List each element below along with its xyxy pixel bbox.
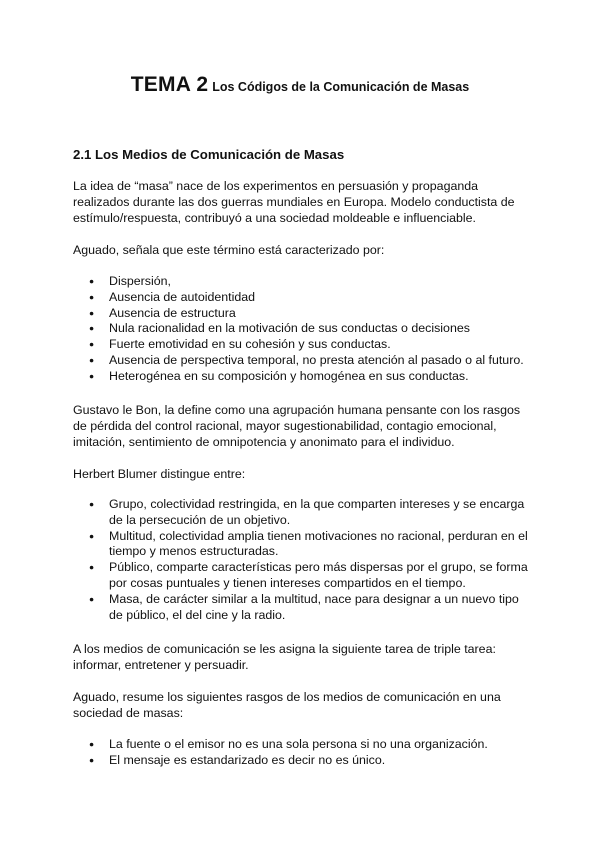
list-item: ● Ausencia de estructura bbox=[73, 306, 533, 322]
list-item: ● Público, comparte características pero más dispersas por el grupo, se forma por cosas puntuales y tienen intereses compartidos en el tiempo. bbox=[73, 560, 533, 592]
list-item: ● Nula racionalidad en la motivación de sus conductas o decisiones bbox=[73, 321, 533, 337]
list-item: ● Dispersión, bbox=[73, 274, 533, 290]
list-item: ● Multitud, colectividad amplia tienen motivaciones no racional, perduran en el tiempo y menos estructuradas. bbox=[73, 529, 533, 561]
list-item: ● Ausencia de perspectiva temporal, no presta atención al pasado o al futuro. bbox=[73, 353, 533, 369]
list-item: ● Grupo, colectividad restringida, en la que comparten intereses y se encarga de la persecución de un objetivo. bbox=[73, 497, 533, 529]
list-rasgos-medios bbox=[73, 737, 533, 769]
paragraph-triple-tarea: A los medios de comunicación se les asigna la siguiente tarea de triple tarea: informar, entretener y persuadir. bbox=[73, 642, 496, 672]
section-heading: 2.1 Los Medios de Comunicación de Masas bbox=[73, 147, 345, 162]
list-item: ● La fuente o el emisor no es una sola persona si no una organización. bbox=[73, 737, 533, 753]
title-main: TEMA 2 bbox=[130, 73, 209, 96]
list-item: ● Masa, de carácter similar a la multitud, nace para designar a un nuevo tipo de público, el del cine y la radio. bbox=[73, 592, 533, 624]
paragraph-masa-origin: La idea de “masa” nace de los experimentos en persuasión y propaganda realizados durante las dos guerras mundiales en Europa. Modelo conductista de estímulo/respuesta, contribuyó a una sociedad moldeable e influenciable. bbox=[73, 179, 515, 225]
list-blumer bbox=[73, 497, 533, 623]
list-item: ● Heterogénea en su composición y homogénea en sus conductas. bbox=[73, 369, 533, 385]
list-rasgos-masa bbox=[73, 274, 533, 385]
paragraph-aguado-intro: Aguado, señala que este término está caracterizado por: bbox=[73, 243, 385, 257]
paragraph-le-bon: Gustavo le Bon, la define como una agrupación humana pensante con los rasgos de pérdida del control racional, mayor sugestionabilidad, contagio emocional, imitación, sentimiento de omnipotencia y anonimato para el individuo. bbox=[73, 403, 521, 449]
title-subtitle: Los Códigos de la Comunicación de Masas bbox=[212, 80, 470, 94]
list-item: ● El mensaje es estandarizado es decir no es único. bbox=[73, 753, 533, 769]
list-item: ● Fuerte emotividad en su cohesión y sus conductas. bbox=[73, 337, 533, 353]
list-item: ● Ausencia de autoidentidad bbox=[73, 290, 533, 306]
paragraph-aguado-rasgos: Aguado, resume los siguientes rasgos de los medios de comunicación en una sociedad de masas: bbox=[73, 690, 501, 720]
paragraph-blumer-intro: Herbert Blumer distingue entre: bbox=[73, 467, 246, 481]
page-title bbox=[0, 73, 600, 97]
